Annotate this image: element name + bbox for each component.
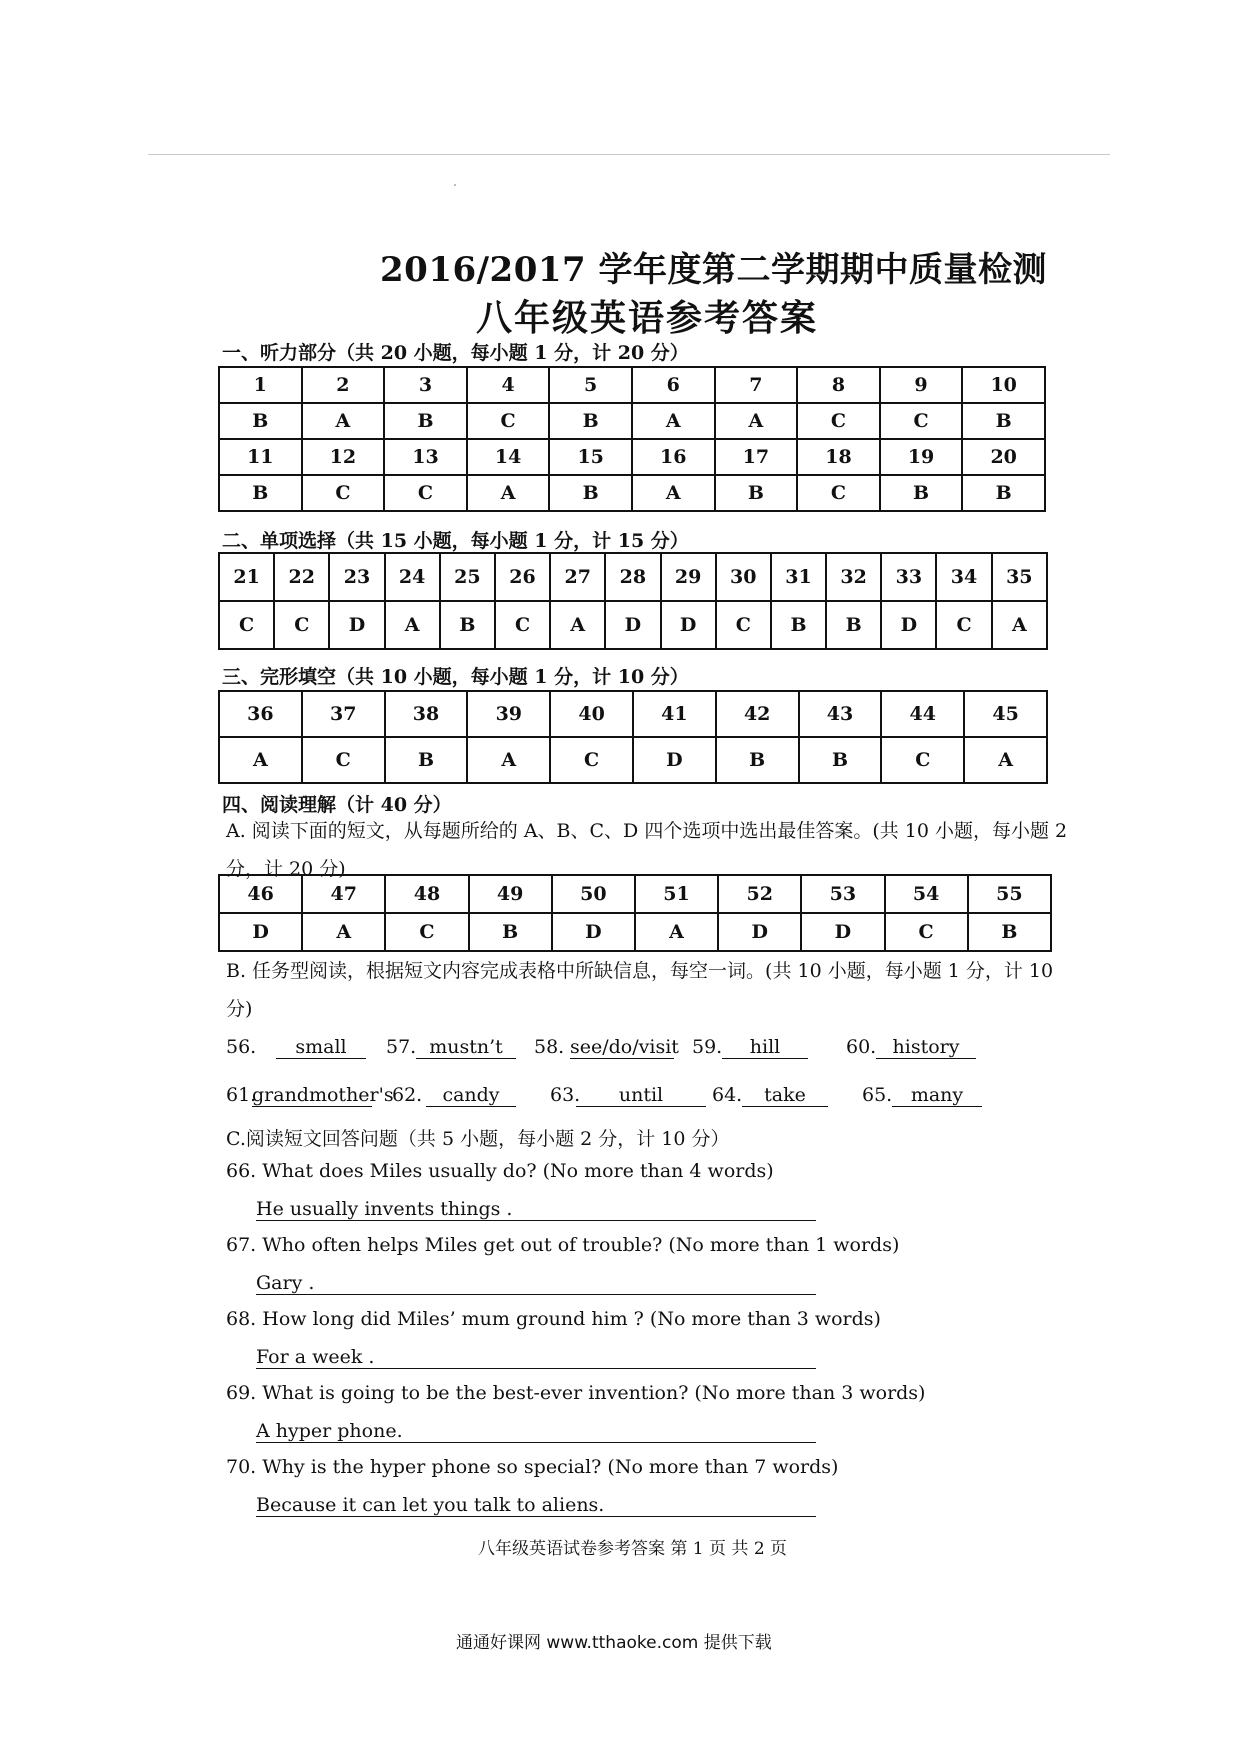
question-number-cell: 4 <box>467 367 550 403</box>
answer-table-row <box>219 403 1045 439</box>
reading-answer: Gary . <box>256 1272 816 1295</box>
question-number-cell: 15 <box>549 439 632 475</box>
answer-cell: D <box>219 913 302 951</box>
answer-cell: B <box>385 737 468 783</box>
question-number-cell: 49 <box>469 875 552 913</box>
blank-number: 57. <box>386 1036 417 1058</box>
question-number-cell: 42 <box>716 691 799 737</box>
answer-cell: D <box>718 913 801 951</box>
fill-blank-item <box>550 1084 706 1107</box>
blank-number: 65. <box>862 1084 893 1106</box>
answer-table-row <box>219 553 1047 601</box>
question-number-cell: 48 <box>385 875 468 913</box>
answer-cell: B <box>715 475 798 511</box>
exam-title: 2016/2017 学年度第二学期期中质量检测 <box>380 250 1048 290</box>
answer-cell: A <box>550 601 605 649</box>
answer-cell: C <box>302 475 385 511</box>
fill-blank-item <box>226 1084 394 1107</box>
blank-number: 61. <box>226 1084 257 1106</box>
answer-cell: A <box>219 737 302 783</box>
question-number-cell: 14 <box>467 439 550 475</box>
answer-cell: C <box>495 601 550 649</box>
answer-key-title: 八年级英语参考答案 <box>476 297 819 339</box>
fill-blank-item <box>692 1036 808 1059</box>
question-number-cell: 53 <box>801 875 884 913</box>
blank-answer: mustn’t <box>416 1036 516 1059</box>
answer-cell: D <box>881 601 936 649</box>
reading-question: 67. Who often helps Miles get out of trouble? (No more than 1 words) <box>226 1234 900 1256</box>
answer-cell: A <box>632 475 715 511</box>
answer-cell: A <box>964 737 1047 783</box>
question-number-cell: 7 <box>715 367 798 403</box>
blank-answer: small <box>276 1036 366 1059</box>
blank-answer: until <box>576 1084 706 1107</box>
question-number-cell: 51 <box>635 875 718 913</box>
section-listening-heading: 一、听力部分（共 20 小题，每小题 1 分，计 20 分） <box>222 342 689 364</box>
answer-cell: B <box>549 403 632 439</box>
answer-table-row <box>219 913 1051 951</box>
question-number-cell: 31 <box>771 553 826 601</box>
scan-speck <box>454 184 456 186</box>
answer-cell: C <box>797 475 880 511</box>
section-cloze-heading: 三、完形填空（共 10 小题，每小题 1 分，计 10 分） <box>222 666 689 688</box>
question-number-cell: 2 <box>302 367 385 403</box>
answer-cell: D <box>633 737 716 783</box>
answer-cell: B <box>826 601 881 649</box>
blank-answer: history <box>876 1036 976 1059</box>
fill-blank-item <box>862 1084 982 1107</box>
blank-number: 62. <box>392 1084 423 1106</box>
blank-number: 59. <box>692 1036 723 1058</box>
answer-cell: D <box>605 601 660 649</box>
answer-cell: B <box>469 913 552 951</box>
fill-blank-item <box>712 1084 828 1107</box>
question-number-cell: 3 <box>384 367 467 403</box>
question-number-cell: 10 <box>962 367 1045 403</box>
reading-part-a-instruction: A. 阅读下面的短文，从每题所给的 A、B、C、D 四个选项中选出最佳答案。(共 10 小题，每小题 2 分，计 20 分) <box>226 820 1068 880</box>
answer-cell: B <box>799 737 882 783</box>
question-number-cell: 9 <box>880 367 963 403</box>
question-number-cell: 40 <box>550 691 633 737</box>
answer-cell: C <box>385 913 468 951</box>
cloze-answer-table <box>218 690 1048 784</box>
question-number-cell: 47 <box>302 875 385 913</box>
question-number-cell: 45 <box>964 691 1047 737</box>
answer-cell: B <box>716 737 799 783</box>
answer-cell: B <box>962 475 1045 511</box>
question-number-cell: 52 <box>718 875 801 913</box>
top-divider <box>148 154 1110 155</box>
fill-blank-item <box>846 1036 976 1059</box>
answer-cell: A <box>715 403 798 439</box>
question-number-cell: 13 <box>384 439 467 475</box>
answer-cell: C <box>550 737 633 783</box>
question-number-cell: 22 <box>274 553 329 601</box>
answer-cell: B <box>880 475 963 511</box>
answer-table-row <box>219 875 1051 913</box>
answer-cell: B <box>440 601 495 649</box>
blank-number: 56. <box>226 1036 257 1058</box>
question-number-cell: 33 <box>881 553 936 601</box>
answer-cell: A <box>992 601 1047 649</box>
question-number-cell: 34 <box>936 553 991 601</box>
blank-answer: grandmother's <box>252 1084 394 1106</box>
question-number-cell: 35 <box>992 553 1047 601</box>
blank-number: 63. <box>550 1084 581 1106</box>
question-number-cell: 1 <box>219 367 302 403</box>
fill-blank-item <box>534 1036 679 1059</box>
question-number-cell: 19 <box>880 439 963 475</box>
question-number-cell: 11 <box>219 439 302 475</box>
question-number-cell: 28 <box>605 553 660 601</box>
reading-answer: Because it can let you talk to aliens. <box>256 1494 816 1517</box>
answer-cell: C <box>716 601 771 649</box>
question-number-cell: 21 <box>219 553 274 601</box>
question-number-cell: 32 <box>826 553 881 601</box>
reading-question: 69. What is going to be the best-ever invention? (No more than 3 words) <box>226 1382 926 1404</box>
blank-answer: see/do/visit <box>570 1036 679 1058</box>
question-number-cell: 54 <box>885 875 968 913</box>
answer-cell: C <box>219 601 274 649</box>
question-number-cell: 39 <box>467 691 550 737</box>
answer-cell: C <box>384 475 467 511</box>
single-choice-answer-table <box>218 552 1048 650</box>
answer-cell: C <box>274 601 329 649</box>
answer-cell: D <box>801 913 884 951</box>
question-number-cell: 36 <box>219 691 302 737</box>
listening-answer-table <box>218 366 1046 512</box>
fill-blank-item <box>226 1036 366 1059</box>
reading-answer: A hyper phone. <box>256 1420 816 1443</box>
answer-cell: B <box>771 601 826 649</box>
question-number-cell: 50 <box>552 875 635 913</box>
question-number-cell: 43 <box>799 691 882 737</box>
question-number-cell: 20 <box>962 439 1045 475</box>
question-number-cell: 25 <box>440 553 495 601</box>
answer-cell: C <box>936 601 991 649</box>
question-number-cell: 30 <box>716 553 771 601</box>
page-footer: 八年级英语试卷参考答案 第 1 页 共 2 页 <box>478 1539 788 1559</box>
blank-number: 58. <box>534 1036 565 1058</box>
question-number-cell: 37 <box>302 691 385 737</box>
blank-answer: candy <box>426 1084 516 1107</box>
reading-question: 70. Why is the hyper phone so special? (No more than 7 words) <box>226 1456 839 1478</box>
reading-part-b-instruction: B. 任务型阅读，根据短文内容完成表格中所缺信息，每空一词。(共 10 小题，每小题 1 分，计 10 分) <box>226 960 1054 1020</box>
reading-answer: For a week . <box>256 1346 816 1369</box>
answer-table-row <box>219 439 1045 475</box>
answer-cell: B <box>968 913 1051 951</box>
answer-cell: A <box>635 913 718 951</box>
answer-table-row <box>219 475 1045 511</box>
answer-cell: D <box>329 601 384 649</box>
answer-cell: C <box>880 403 963 439</box>
fill-blank-item <box>392 1084 516 1107</box>
answer-cell: A <box>467 737 550 783</box>
question-number-cell: 38 <box>385 691 468 737</box>
question-number-cell: 24 <box>385 553 440 601</box>
answer-cell: B <box>219 403 302 439</box>
reading-question: 66. What does Miles usually do? (No more than 4 words) <box>226 1160 774 1182</box>
answer-cell: B <box>962 403 1045 439</box>
reading-part-c-instruction: C.阅读短文回答问题（共 5 小题，每小题 2 分，计 10 分） <box>226 1128 730 1150</box>
answer-cell: D <box>552 913 635 951</box>
answer-cell: C <box>467 403 550 439</box>
answer-cell: A <box>467 475 550 511</box>
answer-cell: A <box>632 403 715 439</box>
answer-cell: C <box>302 737 385 783</box>
answer-cell: A <box>302 403 385 439</box>
question-number-cell: 17 <box>715 439 798 475</box>
answer-cell: B <box>219 475 302 511</box>
question-number-cell: 12 <box>302 439 385 475</box>
answer-cell: D <box>661 601 716 649</box>
question-number-cell: 27 <box>550 553 605 601</box>
reading-part-a-answer-table <box>218 874 1052 952</box>
answer-cell: B <box>549 475 632 511</box>
answer-cell: C <box>885 913 968 951</box>
section-reading-heading: 四、阅读理解（计 40 分） <box>222 794 452 816</box>
answer-table-row <box>219 367 1045 403</box>
reading-answer: He usually invents things . <box>256 1198 816 1221</box>
question-number-cell: 55 <box>968 875 1051 913</box>
blank-number: 60. <box>846 1036 877 1058</box>
question-number-cell: 5 <box>549 367 632 403</box>
question-number-cell: 26 <box>495 553 550 601</box>
fill-blank-item <box>386 1036 516 1059</box>
blank-answer: hill <box>722 1036 808 1059</box>
question-number-cell: 6 <box>632 367 715 403</box>
answer-cell: B <box>384 403 467 439</box>
answer-table-row <box>219 601 1047 649</box>
download-source-footer: 通通好课网 www.tthaoke.com 提供下载 <box>456 1633 772 1653</box>
answer-cell: A <box>302 913 385 951</box>
reading-question: 68. How long did Miles’ mum ground him ? (No more than 3 words) <box>226 1308 881 1330</box>
question-number-cell: 46 <box>219 875 302 913</box>
answer-table-row <box>219 737 1047 783</box>
question-number-cell: 29 <box>661 553 716 601</box>
answer-cell: C <box>797 403 880 439</box>
answer-cell: C <box>881 737 964 783</box>
answer-cell: A <box>385 601 440 649</box>
question-number-cell: 41 <box>633 691 716 737</box>
answer-table-row <box>219 691 1047 737</box>
question-number-cell: 23 <box>329 553 384 601</box>
blank-answer: many <box>892 1084 982 1107</box>
question-number-cell: 8 <box>797 367 880 403</box>
blank-number: 64. <box>712 1084 743 1106</box>
question-number-cell: 16 <box>632 439 715 475</box>
section-single-choice-heading: 二、单项选择（共 15 小题，每小题 1 分，计 15 分） <box>222 530 689 552</box>
blank-answer: take <box>742 1084 828 1107</box>
question-number-cell: 44 <box>881 691 964 737</box>
question-number-cell: 18 <box>797 439 880 475</box>
